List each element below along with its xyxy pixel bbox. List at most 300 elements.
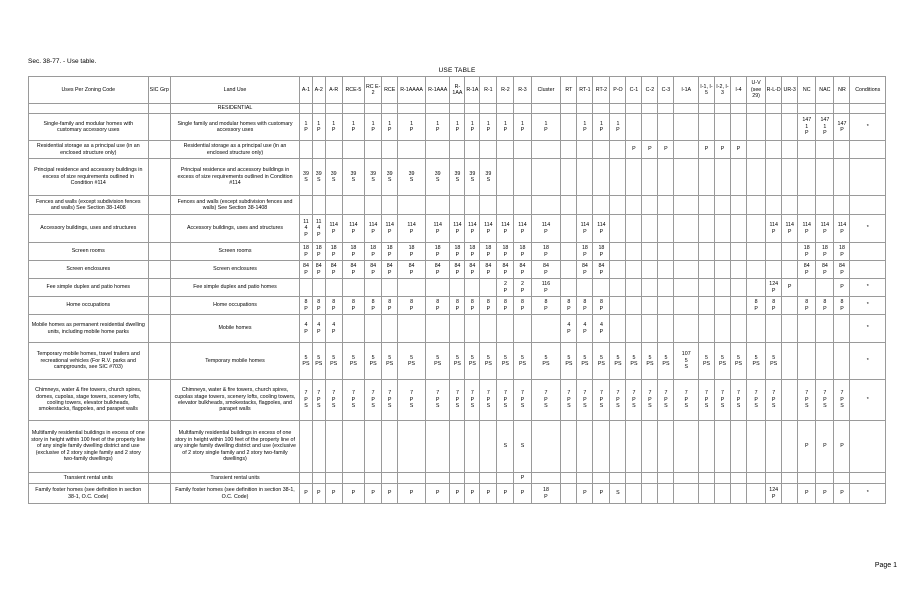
conditions-cell: *: [850, 279, 886, 297]
district-value-cell: [312, 279, 325, 297]
district-value-cell: [312, 421, 325, 473]
district-value-cell: 1 P: [610, 114, 626, 141]
district-value-cell: 8 P: [834, 297, 850, 315]
district-value-cell: [531, 421, 561, 473]
district-value-cell: [674, 261, 699, 279]
district-value-cell: 5 PS: [465, 343, 480, 380]
district-value-cell: [561, 215, 577, 243]
uses-per-zoning-cell: Screen rooms: [29, 243, 149, 261]
district-value-cell: [658, 315, 674, 343]
district-value-cell: [730, 114, 746, 141]
district-value-cell: [514, 141, 531, 159]
district-value-cell: [382, 421, 398, 473]
land-use-cell: Residential storage as a principal use (in an enclosed structure only): [170, 141, 299, 159]
district-value-cell: S: [514, 421, 531, 473]
district-value-cell: 5 PS: [342, 343, 364, 380]
district-value-cell: P: [816, 421, 834, 473]
district-value-cell: [561, 141, 577, 159]
district-value-cell: [450, 315, 465, 343]
sic-group-cell: [148, 473, 170, 484]
district-value-cell: [577, 473, 593, 484]
district-value-cell: [531, 196, 561, 215]
district-value-cell: [642, 484, 658, 504]
conditions-cell: *: [850, 484, 886, 504]
district-value-cell: [365, 473, 382, 484]
district-value-cell: [626, 104, 642, 114]
section-title: Sec. 38-77. - Use table.: [28, 58, 97, 65]
district-header: Cluster: [531, 77, 561, 104]
district-value-cell: 8 P: [342, 297, 364, 315]
district-value-cell: [816, 104, 834, 114]
district-value-cell: 5 PS: [325, 343, 342, 380]
district-value-cell: [698, 297, 714, 315]
conditions-cell: [850, 159, 886, 196]
district-header: R-1: [480, 77, 497, 104]
district-value-cell: 7 P S: [480, 380, 497, 421]
district-value-cell: 4 P: [593, 315, 610, 343]
district-value-cell: 1 P: [382, 114, 398, 141]
district-value-cell: 5 PS: [382, 343, 398, 380]
district-value-cell: [610, 141, 626, 159]
district-value-cell: 5 PS: [497, 343, 514, 380]
district-header: C-1: [626, 77, 642, 104]
district-value-cell: [698, 104, 714, 114]
district-value-cell: [642, 215, 658, 243]
district-header: NC: [798, 77, 816, 104]
district-value-cell: P: [798, 421, 816, 473]
district-value-cell: 39 S: [480, 159, 497, 196]
land-use-cell: Family foster homes (see definition in section 38-1, O.C. Code): [170, 484, 299, 504]
conditions-cell: *: [850, 215, 886, 243]
uses-per-zoning-cell: Residential storage as a principal use (in an enclosed structure only): [29, 141, 149, 159]
district-value-cell: [834, 315, 850, 343]
district-value-cell: [561, 421, 577, 473]
uses-per-zoning-cell: Multifamily residential buildings in excess of one story in height within 100 feet of the property line of any single family dwelling district and use (exclusive of 2 story single family and 2 story two-family dwellings): [29, 421, 149, 473]
district-value-cell: [834, 196, 850, 215]
district-value-cell: [497, 141, 514, 159]
district-value-cell: [425, 104, 450, 114]
table-row: [29, 315, 886, 343]
district-value-cell: [365, 421, 382, 473]
district-value-cell: 18 P: [398, 243, 426, 261]
district-value-cell: [782, 315, 798, 343]
use-table: [28, 76, 886, 504]
district-value-cell: 114 P: [398, 215, 426, 243]
district-value-cell: [766, 104, 782, 114]
district-value-cell: [610, 421, 626, 473]
district-value-cell: 39 S: [398, 159, 426, 196]
district-value-cell: 1 P: [450, 114, 465, 141]
district-value-cell: 114 P: [325, 215, 342, 243]
uses-per-zoning-cell: Mobile homes as permanent residential dwelling units, including mobile home parks: [29, 315, 149, 343]
district-value-cell: 114 P: [497, 215, 514, 243]
district-value-cell: [577, 279, 593, 297]
district-value-cell: [497, 104, 514, 114]
sic-group-cell: [148, 243, 170, 261]
district-value-cell: [531, 159, 561, 196]
district-value-cell: 18 P: [834, 243, 850, 261]
district-value-cell: [465, 473, 480, 484]
district-value-cell: [480, 315, 497, 343]
district-value-cell: [782, 421, 798, 473]
district-value-cell: [698, 243, 714, 261]
district-value-cell: [674, 159, 699, 196]
table-row: [29, 196, 886, 215]
district-value-cell: [610, 104, 626, 114]
district-value-cell: [561, 473, 577, 484]
district-value-cell: [425, 473, 450, 484]
district-value-cell: P: [730, 141, 746, 159]
district-value-cell: [714, 104, 730, 114]
district-value-cell: 8 P: [561, 297, 577, 315]
district-value-cell: P: [325, 484, 342, 504]
district-value-cell: 1 P: [531, 114, 561, 141]
district-value-cell: [610, 297, 626, 315]
district-value-cell: [342, 196, 364, 215]
district-value-cell: [658, 215, 674, 243]
district-value-cell: [610, 243, 626, 261]
district-value-cell: [746, 215, 765, 243]
district-value-cell: P: [698, 141, 714, 159]
district-value-cell: 7 P S: [425, 380, 450, 421]
district-value-cell: 5 PS: [610, 343, 626, 380]
district-value-cell: [312, 104, 325, 114]
district-value-cell: 11 4 P: [312, 215, 325, 243]
district-header: C-2: [642, 77, 658, 104]
land-use-cell: Screen rooms: [170, 243, 299, 261]
district-value-cell: [593, 421, 610, 473]
district-value-cell: [730, 196, 746, 215]
district-value-cell: 8 P: [798, 297, 816, 315]
district-value-cell: [365, 104, 382, 114]
district-value-cell: [425, 141, 450, 159]
conditions-cell: *: [850, 380, 886, 421]
district-value-cell: [782, 297, 798, 315]
uses-per-zoning-cell: Single-family and modular homes with customary accessory uses: [29, 114, 149, 141]
district-value-cell: 114 P: [465, 215, 480, 243]
district-value-cell: [746, 421, 765, 473]
district-value-cell: [834, 104, 850, 114]
district-value-cell: [674, 421, 699, 473]
district-value-cell: 5 PS: [593, 343, 610, 380]
table-row: [29, 421, 886, 473]
district-value-cell: 7 P S: [312, 380, 325, 421]
district-value-cell: 8 P: [766, 297, 782, 315]
uses-per-zoning-cell: Family foster homes (see definition in section 38-1, O.C. Code): [29, 484, 149, 504]
district-value-cell: [480, 141, 497, 159]
district-value-cell: [746, 159, 765, 196]
district-value-cell: [730, 484, 746, 504]
district-header: NR: [834, 77, 850, 104]
district-value-cell: [658, 297, 674, 315]
district-value-cell: [714, 196, 730, 215]
district-value-cell: [450, 279, 465, 297]
district-value-cell: 1 P: [577, 114, 593, 141]
district-value-cell: [798, 141, 816, 159]
district-value-cell: [398, 421, 426, 473]
table-caption: USE TABLE: [438, 67, 476, 74]
district-value-cell: [746, 243, 765, 261]
district-value-cell: 7 P S: [834, 380, 850, 421]
district-value-cell: [798, 159, 816, 196]
district-value-cell: 5 PS: [766, 343, 782, 380]
district-value-cell: 7 P S: [798, 380, 816, 421]
district-value-cell: [816, 343, 834, 380]
district-value-cell: [342, 315, 364, 343]
district-value-cell: P: [816, 484, 834, 504]
district-value-cell: 1 P: [365, 114, 382, 141]
land-use-cell: Principal residence and accessory buildings in excess of size requirements outlined in Condition #114: [170, 159, 299, 196]
district-value-cell: 7 P S: [561, 380, 577, 421]
district-value-cell: 114 P: [593, 215, 610, 243]
district-value-cell: [480, 279, 497, 297]
district-value-cell: [730, 159, 746, 196]
district-value-cell: 84 P: [834, 261, 850, 279]
district-value-cell: [698, 159, 714, 196]
district-header: C-3: [658, 77, 674, 104]
district-value-cell: [514, 196, 531, 215]
district-value-cell: [325, 141, 342, 159]
district-value-cell: 18 P: [465, 243, 480, 261]
conditions-header: Conditions: [850, 77, 886, 104]
district-value-cell: [561, 114, 577, 141]
district-value-cell: [577, 159, 593, 196]
district-value-cell: [425, 421, 450, 473]
district-value-cell: 84 P: [465, 261, 480, 279]
district-value-cell: [674, 104, 699, 114]
district-value-cell: [698, 473, 714, 484]
uses-per-zoning-cell: [29, 104, 149, 114]
district-value-cell: [514, 315, 531, 343]
uses-per-zoning-cell: Screen enclosures: [29, 261, 149, 279]
conditions-cell: [850, 421, 886, 473]
district-value-cell: 7 P S: [593, 380, 610, 421]
sic-group-cell: [148, 297, 170, 315]
district-value-cell: [325, 196, 342, 215]
district-value-cell: 7 P S: [398, 380, 426, 421]
district-value-cell: 7 P S: [642, 380, 658, 421]
district-value-cell: 7 P S: [531, 380, 561, 421]
district-value-cell: 147 P: [834, 114, 850, 141]
conditions-cell: *: [850, 315, 886, 343]
district-header: A-1: [300, 77, 313, 104]
district-value-cell: 1 P: [325, 114, 342, 141]
district-value-cell: 18 P: [425, 243, 450, 261]
district-value-cell: 84 P: [300, 261, 313, 279]
district-value-cell: [561, 104, 577, 114]
conditions-cell: [850, 473, 886, 484]
district-value-cell: 7 P S: [382, 380, 398, 421]
sic-group-cell: [148, 279, 170, 297]
district-value-cell: [674, 243, 699, 261]
table-row: [29, 473, 886, 484]
district-value-cell: [531, 315, 561, 343]
district-value-cell: [816, 315, 834, 343]
conditions-cell: *: [850, 343, 886, 380]
district-header: A-R: [325, 77, 342, 104]
district-value-cell: [642, 243, 658, 261]
district-value-cell: [561, 159, 577, 196]
district-value-cell: P: [497, 484, 514, 504]
district-value-cell: [626, 421, 642, 473]
header-cell: Uses Per Zoning Code: [29, 77, 149, 104]
district-value-cell: 1 P: [593, 114, 610, 141]
district-value-cell: [798, 196, 816, 215]
district-value-cell: P: [658, 141, 674, 159]
district-value-cell: 8 P: [577, 297, 593, 315]
district-value-cell: 8 P: [425, 297, 450, 315]
district-value-cell: 7 P S: [746, 380, 765, 421]
district-value-cell: [746, 141, 765, 159]
district-value-cell: [480, 421, 497, 473]
district-value-cell: 7 P S: [365, 380, 382, 421]
district-value-cell: [798, 315, 816, 343]
sic-group-cell: [148, 104, 170, 114]
district-value-cell: 18 P: [365, 243, 382, 261]
district-value-cell: 84 P: [514, 261, 531, 279]
district-value-cell: [312, 141, 325, 159]
conditions-cell: *: [850, 297, 886, 315]
district-value-cell: [674, 315, 699, 343]
district-value-cell: 7 P S: [300, 380, 313, 421]
table-row: [29, 343, 886, 380]
district-value-cell: 8 P: [593, 297, 610, 315]
district-value-cell: [714, 473, 730, 484]
uses-per-zoning-cell: Transient rental units: [29, 473, 149, 484]
district-value-cell: [782, 104, 798, 114]
district-value-cell: [782, 343, 798, 380]
district-value-cell: 7 P S: [674, 380, 699, 421]
sic-group-cell: [148, 196, 170, 215]
district-value-cell: 39 S: [300, 159, 313, 196]
district-value-cell: 1 P: [425, 114, 450, 141]
district-value-cell: [450, 104, 465, 114]
district-value-cell: 7 P S: [465, 380, 480, 421]
district-value-cell: P: [398, 484, 426, 504]
district-value-cell: [834, 473, 850, 484]
header-row: [29, 77, 886, 104]
land-use-cell: RESIDENTIAL: [170, 104, 299, 114]
district-value-cell: [730, 315, 746, 343]
district-value-cell: [642, 421, 658, 473]
district-value-cell: [834, 159, 850, 196]
district-value-cell: [658, 159, 674, 196]
district-value-cell: [398, 473, 426, 484]
district-value-cell: 8 P: [325, 297, 342, 315]
district-header: R-1AAA: [425, 77, 450, 104]
district-value-cell: 84 P: [365, 261, 382, 279]
district-value-cell: 18 P: [342, 243, 364, 261]
district-value-cell: [816, 141, 834, 159]
district-value-cell: [300, 421, 313, 473]
district-value-cell: [398, 315, 426, 343]
sic-group-cell: [148, 380, 170, 421]
district-value-cell: [816, 473, 834, 484]
sic-group-cell: [148, 141, 170, 159]
district-value-cell: 84 P: [480, 261, 497, 279]
district-value-cell: [300, 473, 313, 484]
district-value-cell: [816, 196, 834, 215]
district-value-cell: [698, 215, 714, 243]
district-value-cell: [782, 243, 798, 261]
district-value-cell: [626, 484, 642, 504]
district-value-cell: [626, 315, 642, 343]
district-header: RT-1: [577, 77, 593, 104]
district-value-cell: [425, 315, 450, 343]
district-value-cell: 8 P: [398, 297, 426, 315]
district-value-cell: 4 P: [312, 315, 325, 343]
conditions-cell: [850, 243, 886, 261]
district-value-cell: S: [497, 421, 514, 473]
district-header: R-1AAAA: [398, 77, 426, 104]
district-value-cell: 18 P: [450, 243, 465, 261]
district-value-cell: 8 P: [531, 297, 561, 315]
district-value-cell: [593, 104, 610, 114]
district-value-cell: [798, 343, 816, 380]
district-value-cell: [698, 315, 714, 343]
district-value-cell: [782, 196, 798, 215]
land-use-cell: Screen enclosures: [170, 261, 299, 279]
district-value-cell: 147 1 P: [816, 114, 834, 141]
district-value-cell: 5 PS: [698, 343, 714, 380]
district-value-cell: 1 P: [465, 114, 480, 141]
district-value-cell: 5 PS: [450, 343, 465, 380]
district-value-cell: [766, 243, 782, 261]
uses-per-zoning-cell: Temporary mobile homes, travel trailers and recreational vehicles (For R.V. parks and campgrounds, see SIC #703): [29, 343, 149, 380]
district-value-cell: [480, 196, 497, 215]
land-use-cell: Chimneys, water & fire towers, church spires, cupolas stage towers, scenery lofts, cooling towers, elevator bulkheads, smokestacks, flagpoles, and parapet walls: [170, 380, 299, 421]
district-value-cell: P: [514, 473, 531, 484]
district-value-cell: [531, 141, 561, 159]
district-value-cell: 1 P: [312, 114, 325, 141]
district-value-cell: 114 P: [514, 215, 531, 243]
district-value-cell: [300, 141, 313, 159]
district-value-cell: [342, 421, 364, 473]
district-value-cell: [365, 141, 382, 159]
conditions-cell: [850, 141, 886, 159]
district-value-cell: 4 P: [325, 315, 342, 343]
district-value-cell: [746, 261, 765, 279]
district-value-cell: 84 P: [382, 261, 398, 279]
district-value-cell: [766, 261, 782, 279]
district-value-cell: [782, 380, 798, 421]
district-value-cell: [658, 421, 674, 473]
uses-per-zoning-cell: Home occupations: [29, 297, 149, 315]
district-header: I-4: [730, 77, 746, 104]
district-value-cell: [480, 104, 497, 114]
district-header: RT-2: [593, 77, 610, 104]
district-value-cell: 7 P S: [610, 380, 626, 421]
district-value-cell: [365, 279, 382, 297]
district-header: RT: [561, 77, 577, 104]
district-value-cell: 39 S: [450, 159, 465, 196]
table-row: [29, 104, 886, 114]
district-value-cell: [342, 104, 364, 114]
district-value-cell: 114 P: [816, 215, 834, 243]
district-value-cell: 18 P: [514, 243, 531, 261]
district-value-cell: [300, 279, 313, 297]
district-value-cell: [674, 297, 699, 315]
district-value-cell: [626, 279, 642, 297]
district-value-cell: 114 P: [342, 215, 364, 243]
district-value-cell: [382, 196, 398, 215]
district-value-cell: [531, 473, 561, 484]
district-value-cell: P: [312, 484, 325, 504]
district-value-cell: [626, 215, 642, 243]
district-value-cell: [642, 473, 658, 484]
district-value-cell: 114 P: [480, 215, 497, 243]
district-value-cell: 8 P: [746, 297, 765, 315]
